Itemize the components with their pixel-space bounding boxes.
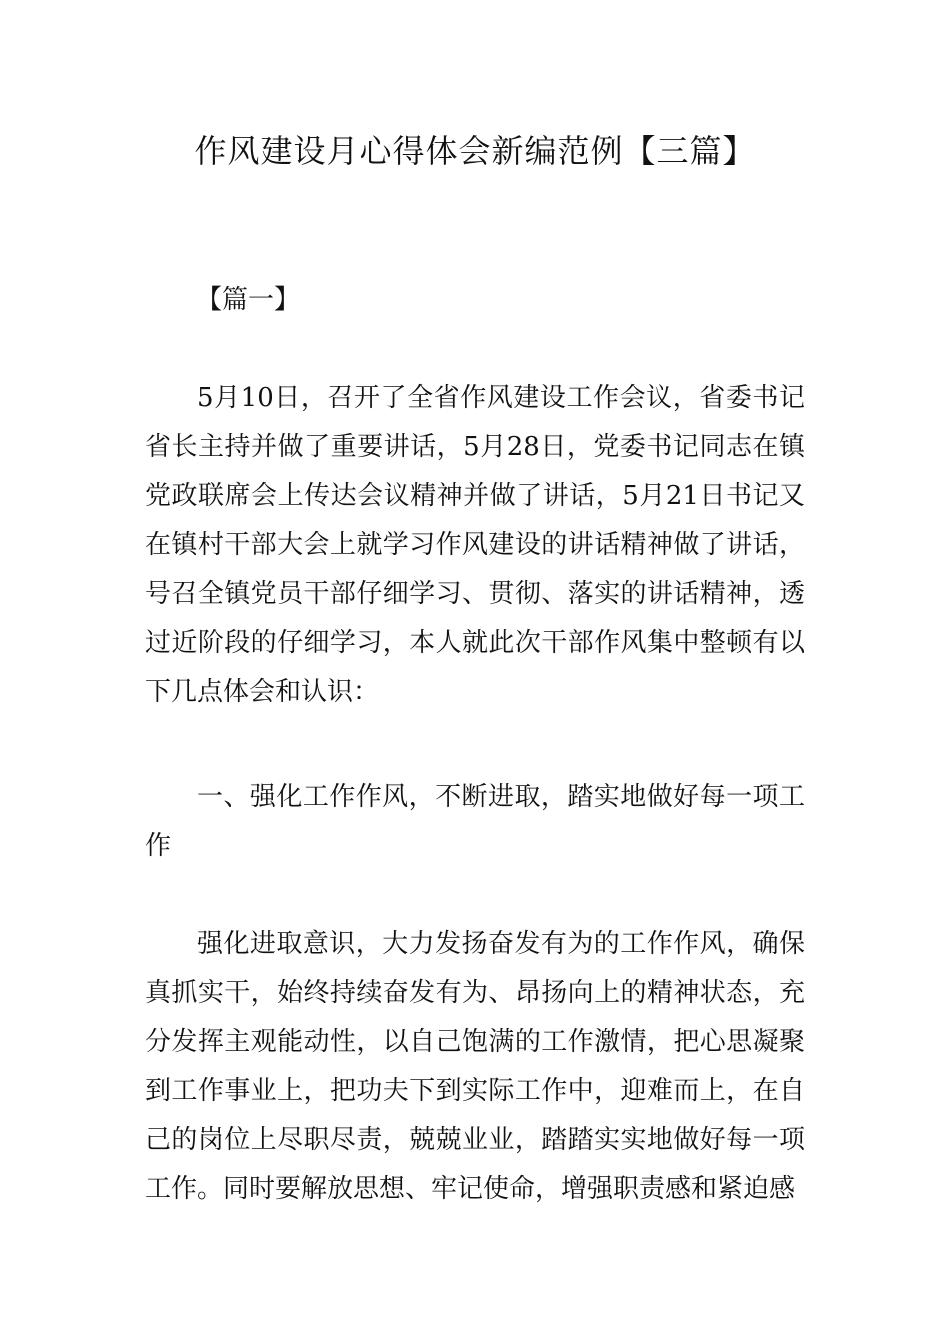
paragraph-intro: 5月10日，召开了全省作风建设工作会议，省委书记省长主持并做了重要讲话，5月28日，党委书记同志在镇党政联席会上传达会议精神并做了讲话，5月21日书记又在镇村干部大会上就学习作风建设的讲话精神做了讲话，号召全镇党员干部仔细学习、贯彻、落实的讲话精神，透过近阶段的仔细学习，本人就此次干部作风集中整顿有以下几点体会和认识： [145,383,805,707]
paragraph-body: 强化进取意识，大力发扬奋发有为的工作作风，确保真抓实干，始终持续奋发有为、昂扬向上的精神状态，充分发挥主观能动性，以自己饱满的工作激情，把心思凝聚到工作事业上，把功夫下到实际工作中，迎难而上，在自己的岗位上尽职尽责，兢兢业业，踏踏实实地做好每一项工作。同时要解放思想、牢记使命，增强职责感和紧迫感 [145,929,805,1204]
section-label: 【篇一】 [196,285,301,315]
paragraph-heading-one: 一、强化工作作风，不断进取，踏实地做好每一项工作 [145,782,805,861]
document-title: 作风建设月心得体会新编范例【三篇】 [194,132,756,170]
